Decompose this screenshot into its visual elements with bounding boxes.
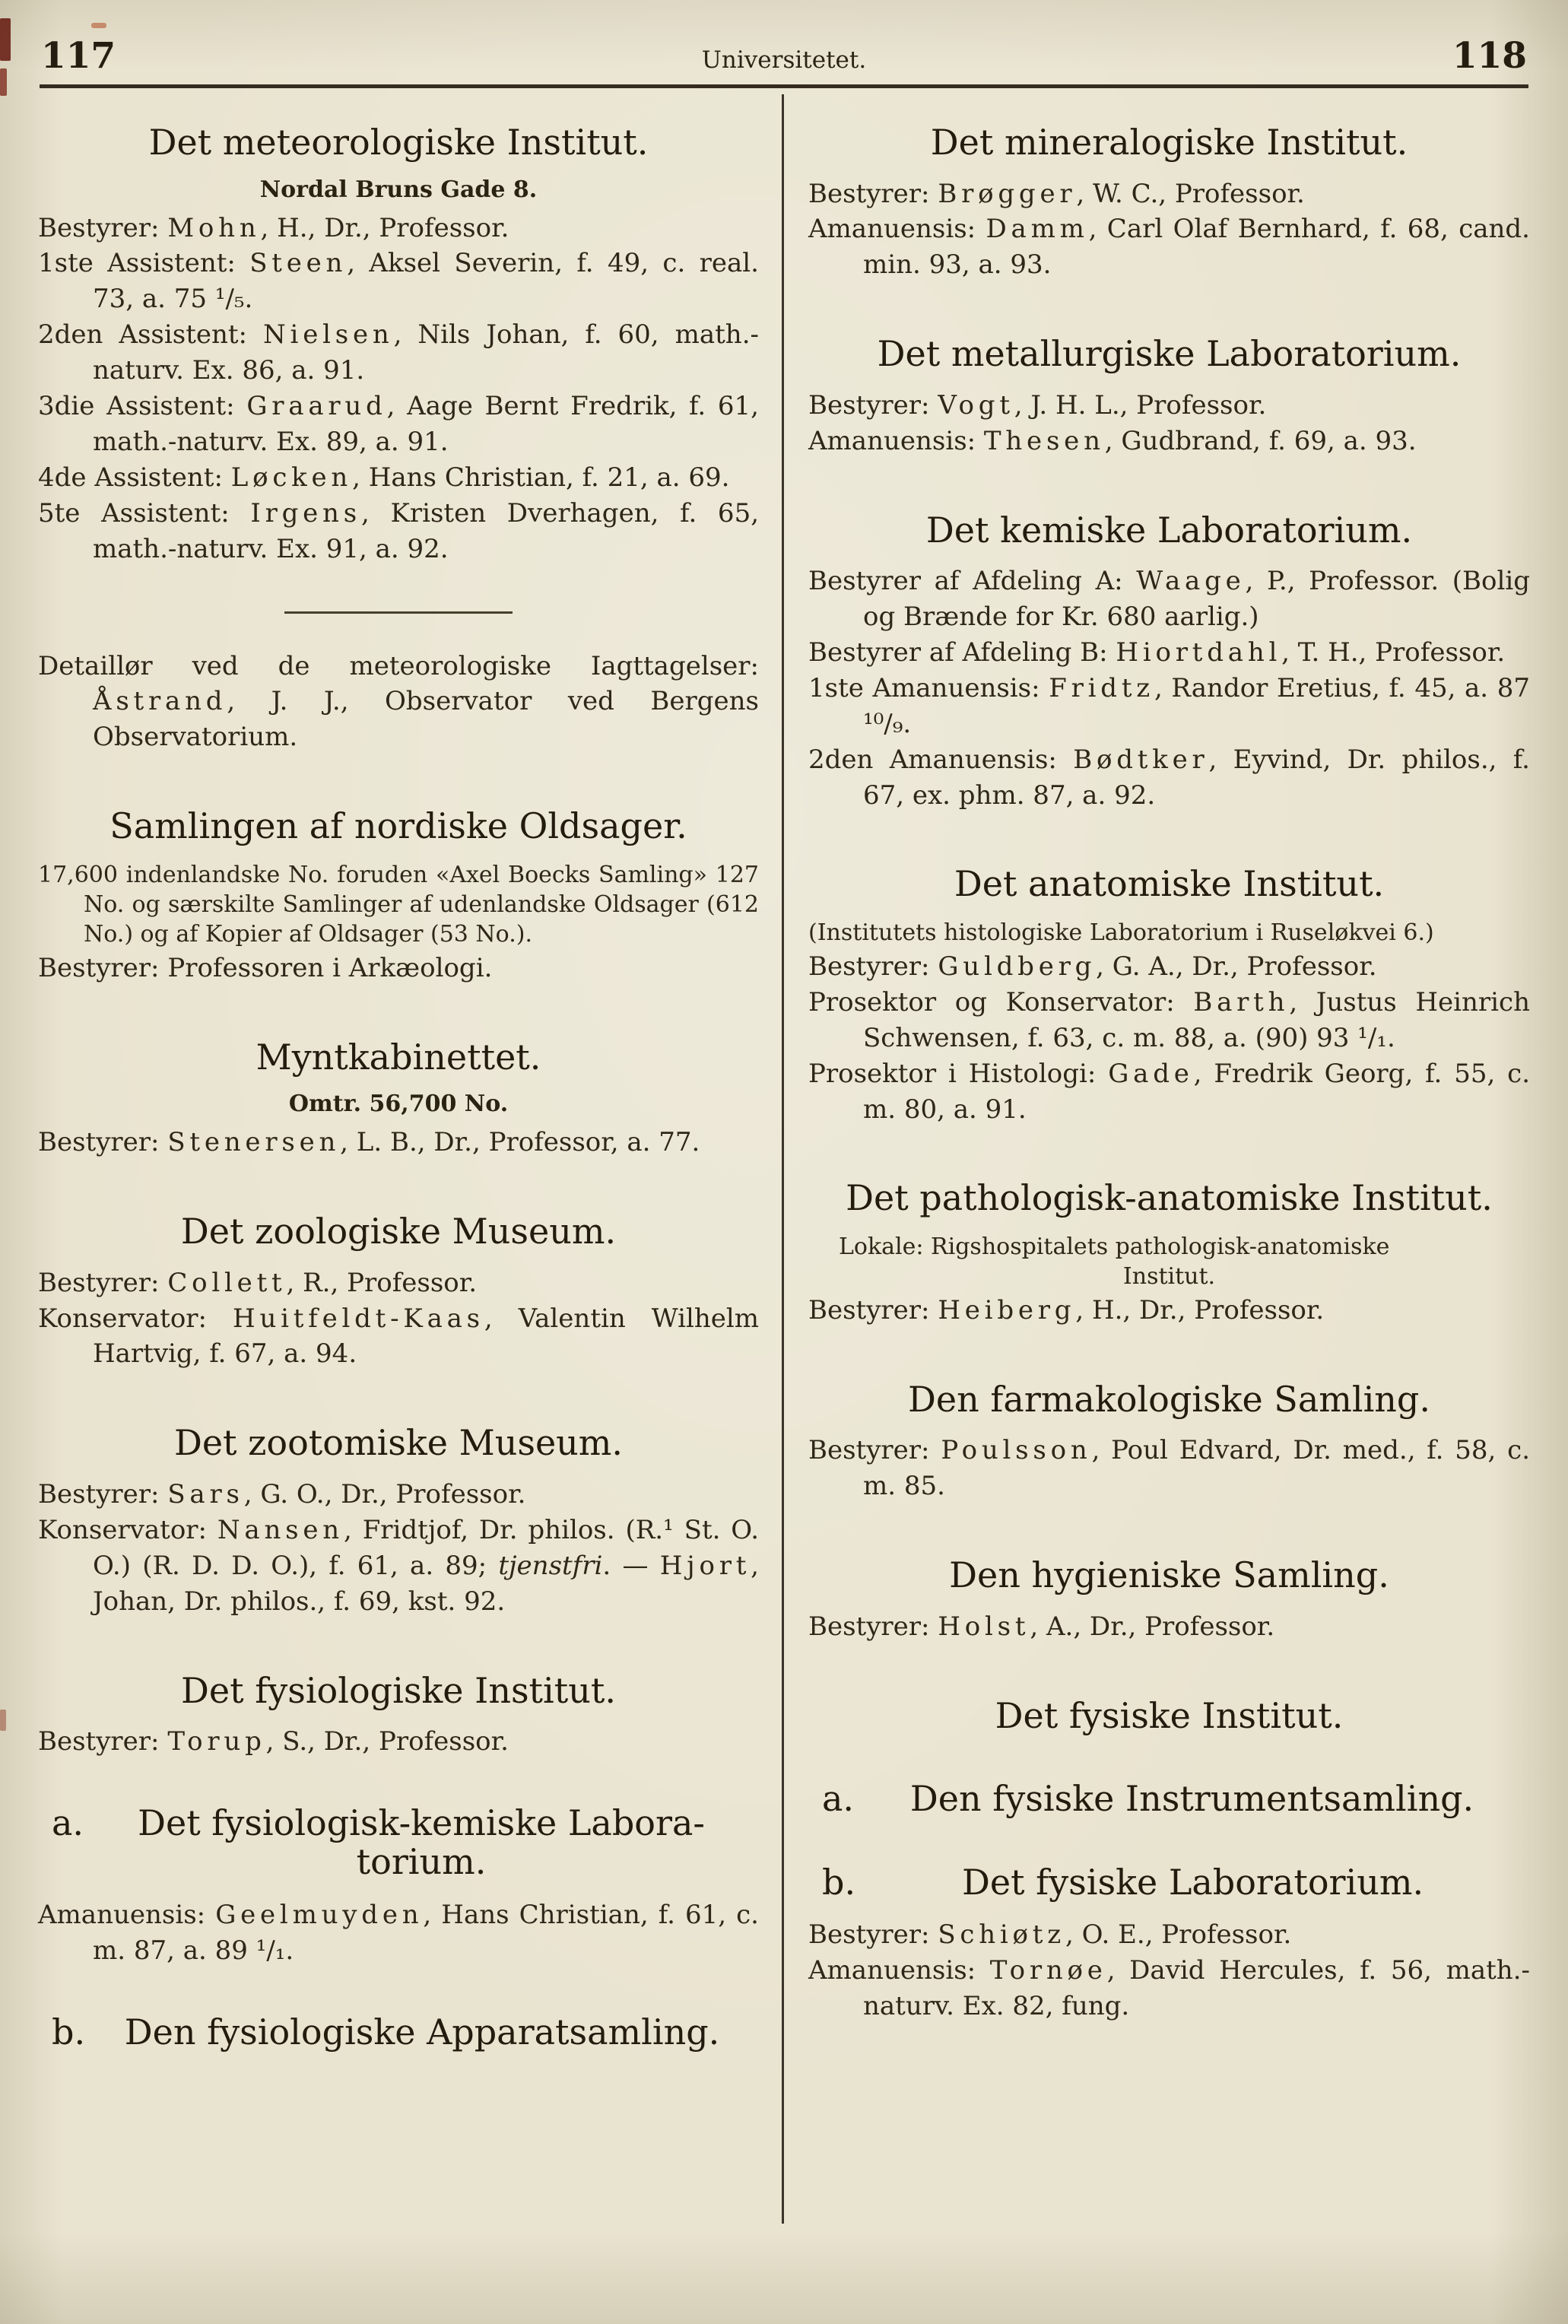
section-heading: Samlingen af nordiske Oldsager.	[110, 805, 687, 847]
entry-paragraph: Konservator: Huitfeldt-Kaas, Valentin Wilhelm Hartvig, f. 67, a. 94.	[38, 1303, 759, 1370]
page-number-right: 118	[1452, 35, 1527, 77]
entry-paragraph: Bestyrer: Sars, G. O., Dr., Professor.	[38, 1478, 526, 1510]
entry-paragraph: Prosektor i Histologi: Gade, Fredrik Georg, f. 55, c. m. 80, a. 91.	[808, 1058, 1530, 1125]
section-heading: Det pathologisk-anatomiske Institut.	[846, 1177, 1493, 1219]
running-title: Universitetet.	[701, 46, 867, 74]
entry-paragraph: 2den Amanuensis: Bødtker, Eyvind, Dr. philos., f. 67, ex. phm. 87, a. 92.	[808, 744, 1530, 811]
sub-section-heading-text: Den fysiske Instrumentsamling.	[909, 1778, 1474, 1820]
entry-paragraph: Bestyrer af Afdeling A: Waage, P., Professor. (Bolig og Brænde for Kr. 680 aarlig.)	[808, 566, 1531, 632]
entry-paragraph: Amanuensis: Thesen, Gudbrand, f. 69, a. 93.	[808, 425, 1417, 456]
section-heading: Det anatomiske Institut.	[954, 863, 1385, 905]
entry-paragraph: Bestyrer af Afdeling B: Hiortdahl, T. H., Professor.	[808, 637, 1506, 668]
entry-paragraph: Bestyrer: Professoren i Arkæologi.	[38, 952, 493, 983]
small-note: 17,600 indenlandske No. foruden «Axel Boecks Samling» 127 No. og særskilte Samlinger af udenlandske Oldsager (612 No.) og af Kopier af Oldsager (53 No.).	[38, 861, 759, 948]
sub-section-heading-text: Det fysiologisk-kemiske Labora- torium.	[138, 1802, 705, 1883]
entry-paragraph: Prosektor og Konservator: Barth, Justus Heinrich Schwensen, f. 63, c. m. 88, a. (90) 93 ¹/₁.	[808, 986, 1530, 1053]
sub-section-heading-text: Den fysiologiske Apparatsamling.	[124, 2011, 720, 2053]
section-subtitle: Omtr. 56,700 No.	[288, 1091, 509, 1118]
entry-paragraph: 1ste Amanuensis: Fridtz, Randor Eretius, f. 45, a. 87 ¹⁰/₉.	[808, 672, 1530, 739]
section-divider-rule	[284, 611, 513, 614]
two-column-text	[0, 94, 1568, 2224]
entry-paragraph: Bestyrer: Holst, A., Dr., Professor.	[808, 1611, 1275, 1642]
section-heading: Det mineralogiske Institut.	[930, 122, 1408, 163]
entry-paragraph: 4de Assistent: Løcken, Hans Christian, f. 21, a. 69.	[38, 462, 730, 493]
entry-paragraph: Bestyrer: Torup, S., Dr., Professor.	[38, 1726, 509, 1757]
entry-paragraph: 3die Assistent: Graarud, Aage Bernt Fredrik, f. 61, math.-naturv. Ex. 89, a. 91.	[38, 391, 759, 457]
entry-paragraph: Amanuensis: Tornøe, David Hercules, f. 56, math.-naturv. Ex. 82, fung.	[808, 1955, 1530, 2021]
entry-paragraph: Bestyrer: Vogt, J. H. L., Professor.	[808, 389, 1267, 421]
list-marker: a.	[52, 1802, 84, 1843]
entry-paragraph: Bestyrer: Collett, R., Professor.	[38, 1267, 478, 1298]
sub-section-heading	[38, 2013, 759, 2053]
section-heading: Myntkabinettet.	[256, 1036, 541, 1078]
section-heading: Det meteorologiske Institut.	[148, 122, 649, 163]
section-heading: Den hygieniske Samling.	[949, 1554, 1389, 1596]
entry-paragraph: 1ste Assistent: Steen, Aksel Severin, f. 49, c. real. 73, a. 75 ¹/₅.	[38, 248, 759, 315]
entry-paragraph: Amanuensis: Geelmuyden, Hans Christian, f. 61, c. m. 87, a. 89 ¹/₁.	[38, 1899, 759, 1966]
section-heading: Det metallurgiske Laboratorium.	[877, 333, 1462, 375]
header-rule	[40, 84, 1528, 88]
right-column	[784, 94, 1530, 2224]
list-marker: a.	[822, 1778, 855, 1820]
entry-paragraph: Bestyrer: Schiøtz, O. E., Professor.	[808, 1919, 1292, 1951]
section-subtitle: Nordal Bruns Gade 8.	[259, 176, 538, 203]
sub-section-heading	[38, 1804, 759, 1882]
entry-paragraph: Bestyrer: Guldberg, G. A., Dr., Professor.	[808, 951, 1377, 982]
small-note: (Institutets histologiske Laboratorium i Ruseløkvei 6.)	[808, 919, 1434, 946]
section-heading: Det fysiologiske Institut.	[181, 1669, 616, 1711]
list-marker: b.	[822, 1861, 856, 1903]
section-heading: Det zootomiske Museum.	[173, 1422, 624, 1464]
section-heading: Den farmakologiske Samling.	[908, 1378, 1430, 1420]
section-heading: Det zoologiske Museum.	[180, 1211, 617, 1252]
entry-paragraph: Amanuensis: Damm, Carl Olaf Bernhard, f. 68, cand. min. 93, a. 93.	[808, 214, 1530, 281]
sub-section-heading	[808, 1780, 1530, 1819]
entry-paragraph: Bestyrer: Brøgger, W. C., Professor.	[808, 178, 1305, 209]
sub-section-heading-text: Det fysiske Laboratorium.	[961, 1861, 1424, 1903]
page-header	[0, 0, 1568, 84]
section-heading: Det fysiske Institut.	[995, 1694, 1344, 1736]
entry-paragraph: Bestyrer: Mohn, H., Dr., Professor.	[38, 212, 509, 243]
list-marker: b.	[52, 2011, 86, 2053]
page-number-left: 117	[41, 35, 116, 77]
section-heading: Det kemiske Laboratorium.	[925, 509, 1413, 551]
entry-paragraph: Bestyrer: Stenersen, L. B., Dr., Professor, a. 77.	[38, 1127, 700, 1158]
entry-paragraph: Bestyrer: Heiberg, H., Dr., Professor.	[808, 1294, 1325, 1326]
entry-paragraph: Bestyrer: Poulsson, Poul Edvard, Dr. med., f. 58, c. m. 85.	[808, 1435, 1530, 1502]
left-column	[38, 94, 784, 2224]
small-note: Lokale: Rigshospitalets pathologisk-anatomiske Institut.	[839, 1233, 1390, 1290]
entry-paragraph: Konservator: Nansen, Fridtjof, Dr. philos. (R.¹ St. O. O.) (R. D. D. O.), f. 61, a. 89; tjenstfri. — Hjort, Johan, Dr. philos., f. 69, kst. 92.	[38, 1514, 759, 1617]
entry-paragraph: 5te Assistent: Irgens, Kristen Dverhagen, f. 65, math.-naturv. Ex. 91, a. 92.	[38, 497, 760, 564]
sub-section-heading	[808, 1863, 1530, 1903]
entry-paragraph: 2den Assistent: Nielsen, Nils Johan, f. 60, math.-naturv. Ex. 86, a. 91.	[38, 319, 759, 386]
entry-paragraph: Detaillør ved de meteorologiske Iagttagelser: Åstrand, J. J., Observator ved Bergens Observatorium.	[38, 650, 759, 753]
